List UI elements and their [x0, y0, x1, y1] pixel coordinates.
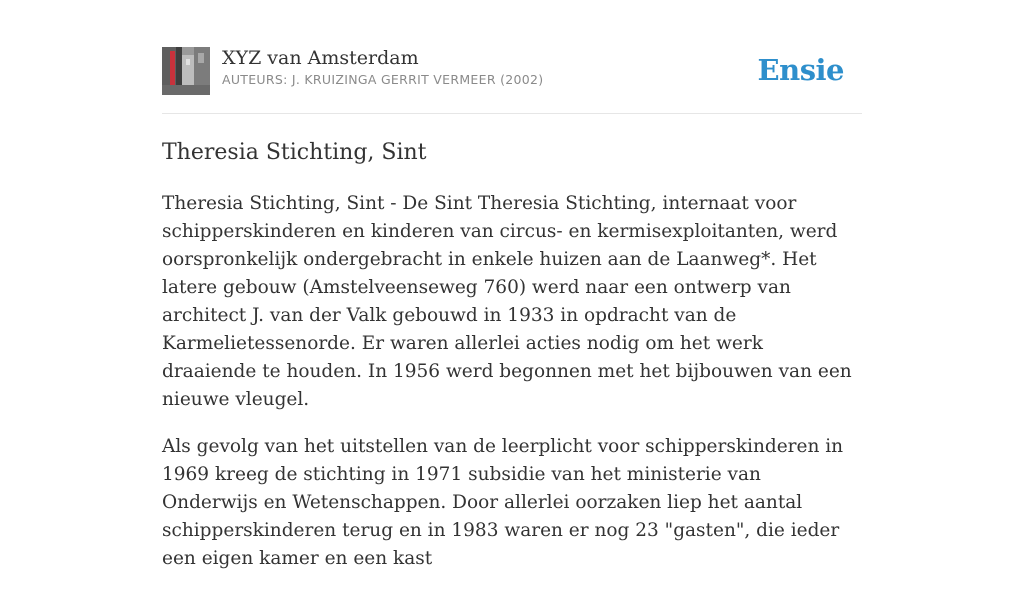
- source-info: [222, 46, 543, 89]
- article-title: Theresia Stichting, Sint: [162, 140, 427, 165]
- article-paragraph: Theresia Stichting, Sint - De Sint Theresia Stichting, internaat voor schipperskinderen en kinderen van circus- en kermisexploitanten, werd oorspronkelijk ondergebracht in enkele huizen aan de Laanweg*. Het latere gebouw (Amstelveenseweg 760) werd naar een ontwerp van architect J. van der Valk gebouwd in 1933 in opdracht van de Karmelietessenorde. Er waren allerlei acties nodig om het werk draaiende te houden. In 1956 werd begonnen met het bijbouwen van een nieuwe vleugel.: [162, 193, 852, 410]
- article-body: [162, 190, 862, 592]
- source-title[interactable]: XYZ van Amsterdam: [222, 47, 419, 69]
- source-authors: AUTEURS: J. KRUIZINGA GERRIT VERMEER (2002): [222, 72, 544, 87]
- ensie-logo[interactable]: Ensie: [757, 53, 844, 87]
- book-cover-thumbnail-icon: [162, 47, 210, 95]
- header-divider: [162, 113, 862, 114]
- content-column: [162, 46, 862, 569]
- article-paragraph: Als gevolg van het uitstellen van de leerplicht voor schipperskinderen in 1969 kreeg de stichting in 1971 subsidie van het ministerie van Onderwijs en Wetenschappen. Door allerlei oorzaken liep het aantal schipperskinderen terug en in 1983 waren er nog 23 "gasten", die ieder een eigen kamer en een kast: [162, 436, 844, 569]
- source-avatar[interactable]: [162, 47, 210, 95]
- source-header: [162, 46, 862, 96]
